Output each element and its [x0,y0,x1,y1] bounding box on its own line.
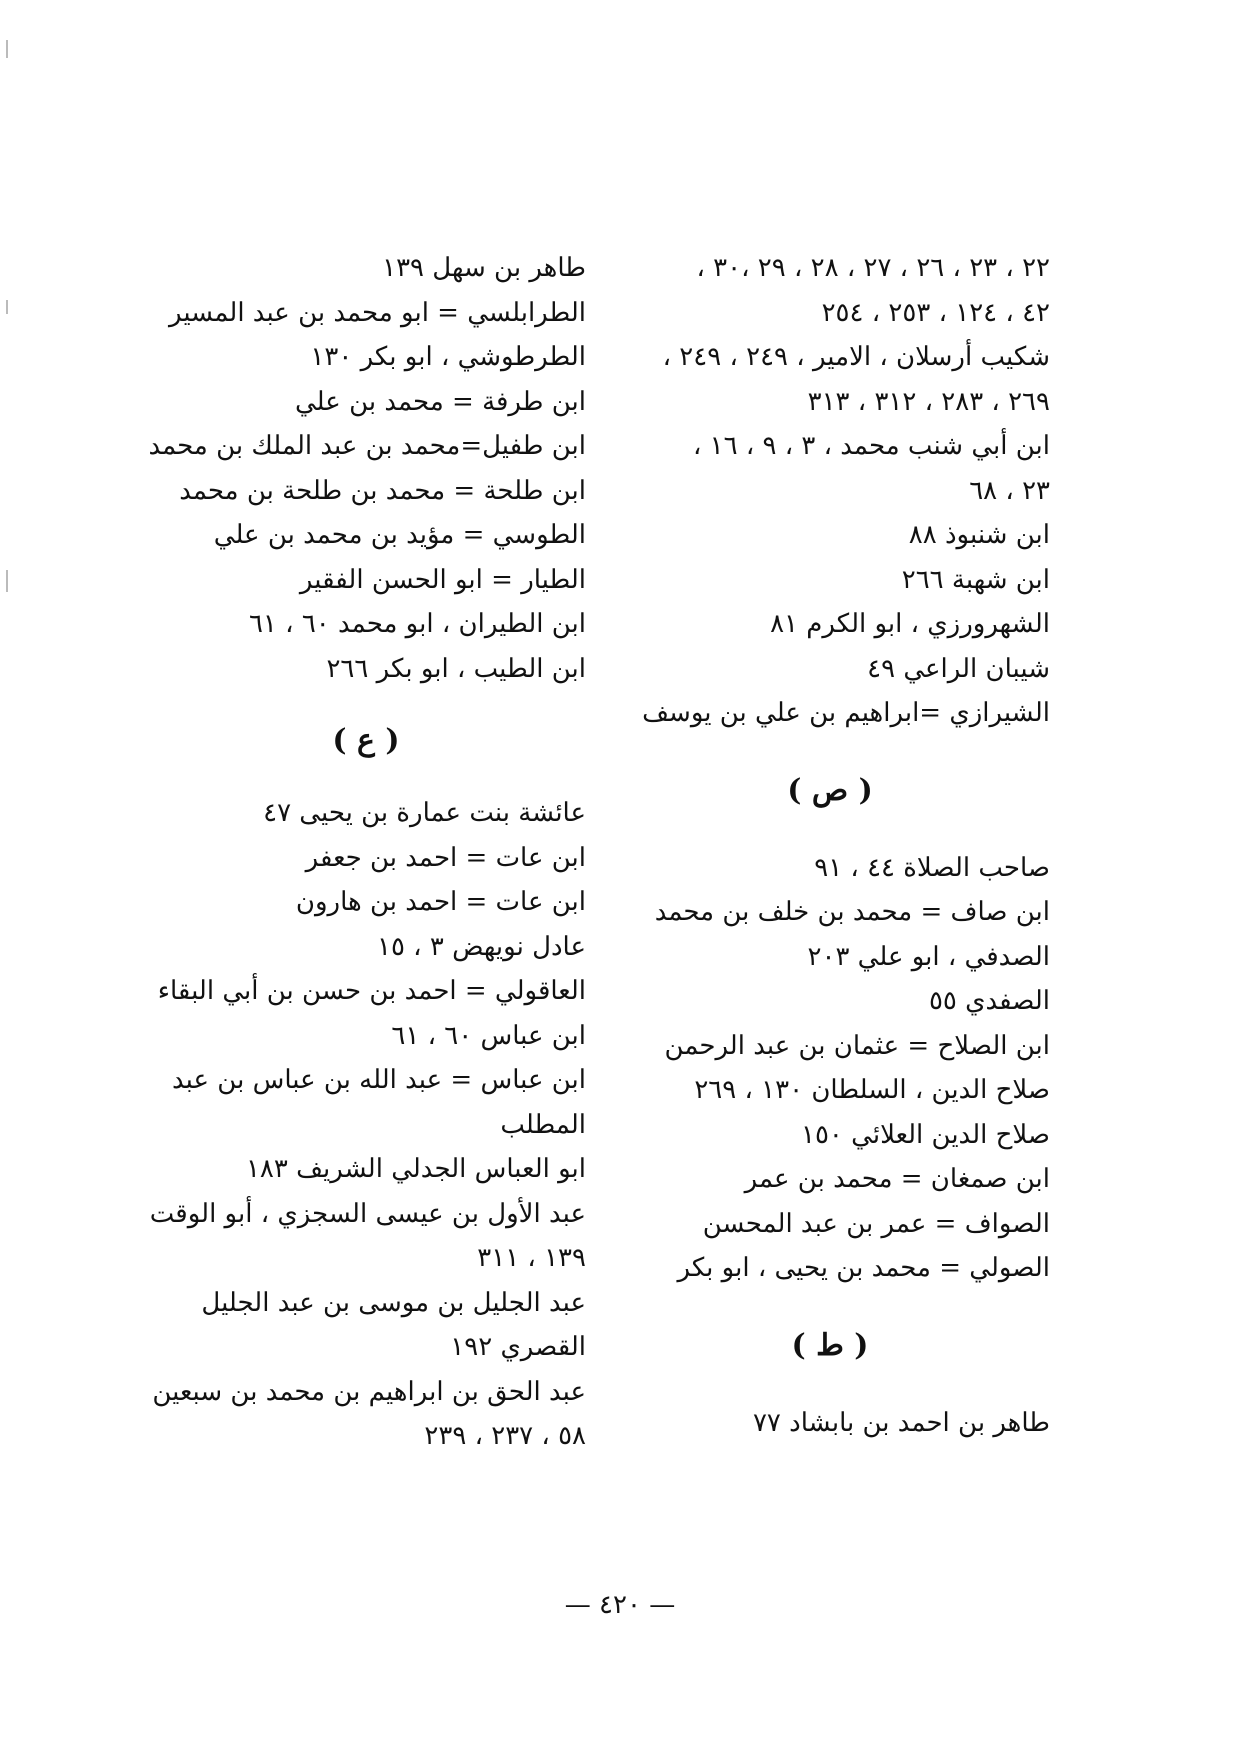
index-entry: ابن شهبة ٢٦٦ [901,564,1050,595]
index-entry: الشهرورزي ، ابو الكرم ٨١ [770,609,1050,639]
index-entry: طاهر بن سهل ١٣٩ [382,253,586,283]
index-entry: ابن الطيب ، ابو بكر ٢٦٦ [326,653,586,684]
index-entry: ابن شنبوذ ٨٨ [908,520,1050,550]
section-letter-header: ( ص ) [787,772,873,808]
index-entry: ابن صمغان = محمد بن عمر [744,1164,1050,1194]
index-entry: الصواف = عمر بن عبد المحسن [702,1208,1050,1239]
index-entry: ٢٦٩ ، ٢٨٣ ، ٣١٢ ، ٣١٣ [807,386,1050,417]
index-entry: الطرطوشي ، ابو بكر ١٣٠ [310,342,586,372]
index-entry: ٢٢ ، ٢٣ ، ٢٦ ، ٢٧ ، ٢٨ ، ٢٩ ،٣٠ ، [696,253,1050,283]
index-entry: عبد الأول بن عيسى السجزي ، أبو الوقت ١٣٩ ، ٣١١ [149,1198,586,1273]
index-entry: ابن طلحة = محمد بن طلحة بن محمد [179,475,586,506]
index-entry: الصولي = محمد بن يحيى ، ابو بكر [677,1253,1050,1283]
index-column-left [146,246,586,1459]
index-entry: ابن طفيل=محمد بن عبد الملك بن محمد [148,431,586,461]
index-entry: ابن عباس ٦٠ ، ٦١ [391,1020,586,1051]
index-entry: ابن الصلاح = عثمان بن عبد الرحمن [664,1030,1050,1061]
index-entry: طاهر بن احمد بن بابشاد ٧٧ [752,1407,1050,1438]
index-entry: ابو العباس الجدلي الشريف ١٨٣ [245,1154,586,1184]
index-entry: الطيار = ابو الحسن الفقير [299,564,586,595]
scan-mark [6,300,8,314]
index-entry: عبد الحق بن ابراهيم بن محمد بن سبعين ٥٨ ، ٢٣٧ ، ٢٣٩ [152,1376,586,1451]
index-entry: الشيرازي =ابراهيم بن علي بن يوسف [642,698,1050,728]
index-entry: ابن أبي شنب محمد ، ٣ ، ٩ ، ١٦ ، [692,431,1050,461]
index-entry: ابن عباس = عبد الله بن عباس بن عبد المطلب [172,1065,586,1140]
index-entry: ابن عات = احمد بن جعفر [305,842,586,873]
page-number: — ٤٢٠ — [564,1590,676,1620]
index-entry: صلاح الدين ، السلطان ١٣٠ ، ٢٦٩ [694,1075,1050,1105]
index-entry: الطوسي = مؤيد بن محمد بن علي [213,520,586,550]
index-entry: عائشة بنت عمارة بن يحيى ٤٧ [263,798,586,828]
section-letter-header: ( ط ) [791,1327,869,1363]
index-entry: ابن صاف = محمد بن خلف بن محمد [654,897,1050,927]
index-entry: الطرابلسي = ابو محمد بن عبد المسير [168,297,586,328]
index-entry: ابن عات = احمد بن هارون [295,887,586,917]
index-entry: شيبان الراعي ٤٩ [867,653,1050,684]
index-entry: ابن الطيران ، ابو محمد ٦٠ ، ٦١ [248,609,586,639]
index-entry: الصدفي ، ابو علي ٢٠٣ [807,941,1050,972]
index-entry: ٢٣ ، ٦٨ [969,475,1050,506]
index-entry: العاقولي = احمد بن حسن بن أبي البقاء [157,976,586,1006]
scan-mark [6,40,8,58]
index-entry: صلاح الدين العلائي ١٥٠ [800,1119,1050,1150]
index-entry: عبد الجليل بن موسى بن عبد الجليل القصري ١٩٢ [201,1287,586,1362]
index-entry: عادل نويهض ٣ ، ١٥ [376,931,586,962]
index-entry: صاحب الصلاة ٤٤ ، ٩١ [814,852,1050,883]
scan-mark [6,570,8,592]
index-column-right [610,246,1050,1445]
section-letter-header: ( ع ) [332,723,400,758]
index-entry: ابن طرفة = محمد بن علي [295,386,586,417]
index-entry: ٤٢ ، ١٢٤ ، ٢٥٣ ، ٢٥٤ [821,297,1050,328]
index-entry: الصفدي ٥٥ [928,986,1050,1016]
index-entry: شكيب أرسلان ، الامير ، ٢٤٩ ، ٢٤٩ ، [662,342,1050,372]
